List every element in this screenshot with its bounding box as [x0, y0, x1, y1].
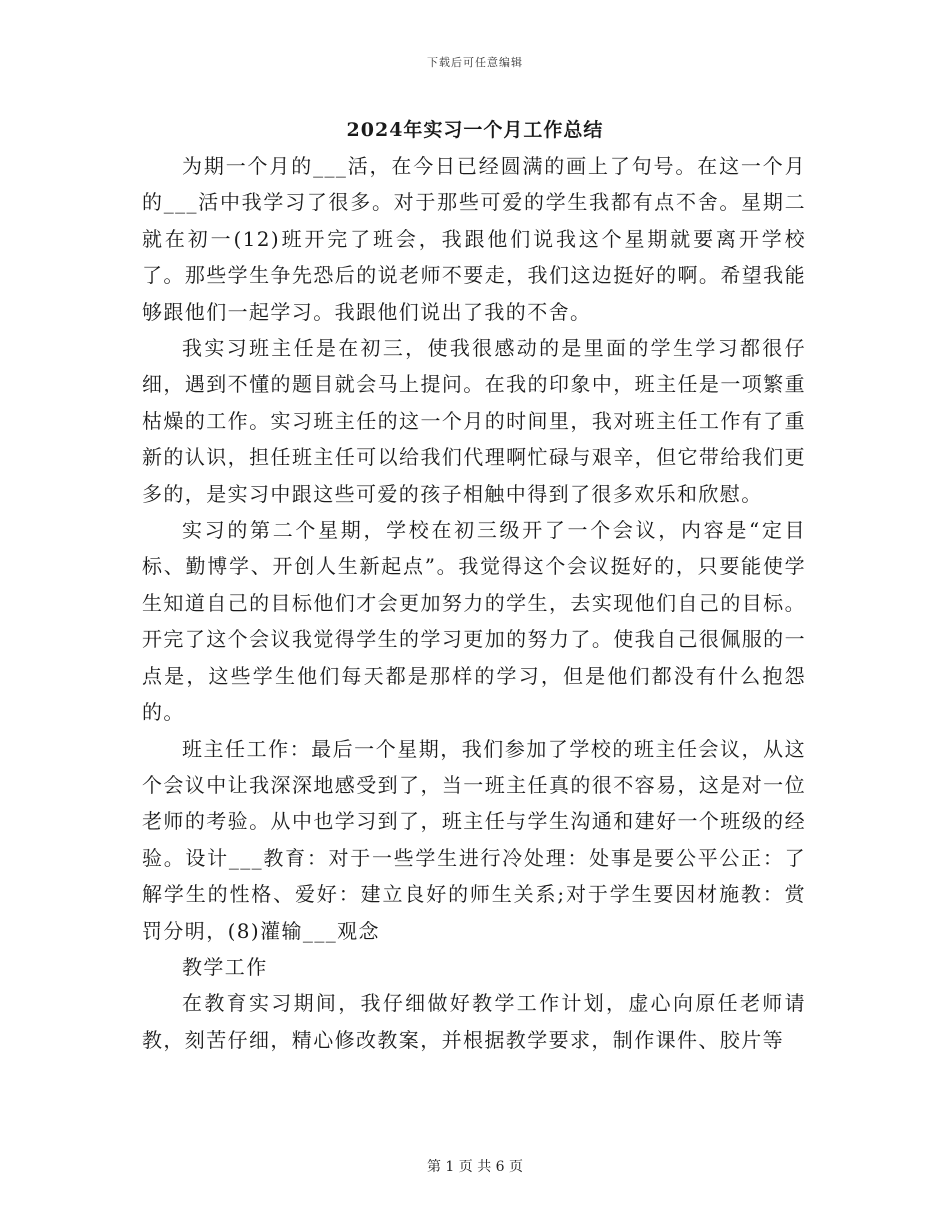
- document-body: [142, 148, 806, 1058]
- paragraph: 班主任工作：最后一个星期，我们参加了学校的班主任会议，从这个会议中让我深深地感受到了，当一班主任真的很不容易，这是对一位老师的考验。从中也学习到了，班主任与学生沟通和建好一个班级的经验。设计___教育：对于一些学生进行冷处理：处事是要公平公正：了解学生的性格、爱好：建立良好的师生关系;对于学生要因材施教：赏罚分明，(8)灌输___观念: [142, 736, 806, 943]
- section-heading: 教学工作: [182, 954, 268, 979]
- header-note: 下载后可任意编辑: [427, 56, 523, 69]
- page-number: 第 1 页 共 6 页: [426, 1159, 524, 1175]
- paragraph: 在教育实习期间，我仔细做好教学工作计划，虚心向原任老师请教，刻苦仔细，精心修改教案，并根据教学要求，制作课件、胶片等: [142, 991, 806, 1052]
- paragraph: 我实习班主任是在初三，使我很感动的是里面的学生学习都很仔细，遇到不懂的题目就会马上提问。在我的印象中，班主任是一项繁重枯燥的工作。实习班主任的这一个月的时间里，我对班主任工作有了重新的认识，担任班主任可以给我们代理啊忙碌与艰辛，但它带给我们更多的，是实习中跟这些可爱的孩子相触中得到了很多欢乐和欣慰。: [142, 336, 806, 506]
- paragraph: 实习的第二个星期，学校在初三级开了一个会议，内容是“定目标、勤博学、开创人生新起点”。我觉得这个会议挺好的，只要能使学生知道自己的目标他们才会更加努力的学生，去实现他们自己的目标。开完了这个会议我觉得学生的学习更加的努力了。使我自己很佩服的一点是，这些学生他们每天都是那样的学习，但是他们都没有什么抱怨的。: [142, 518, 806, 725]
- paragraph: 为期一个月的___活，在今日已经圆满的画上了句号。在这一个月的___活中我学习了很多。对于那些可爱的学生我都有点不舍。星期二就在初一(12)班开完了班会，我跟他们说我这个星期就要离开学校了。那些学生争先恐后的说老师不要走，我们这边挺好的啊。希望我能够跟他们一起学习。我跟他们说出了我的不舍。: [142, 154, 806, 324]
- document-title: 2024年实习一个月工作总结: [346, 119, 604, 141]
